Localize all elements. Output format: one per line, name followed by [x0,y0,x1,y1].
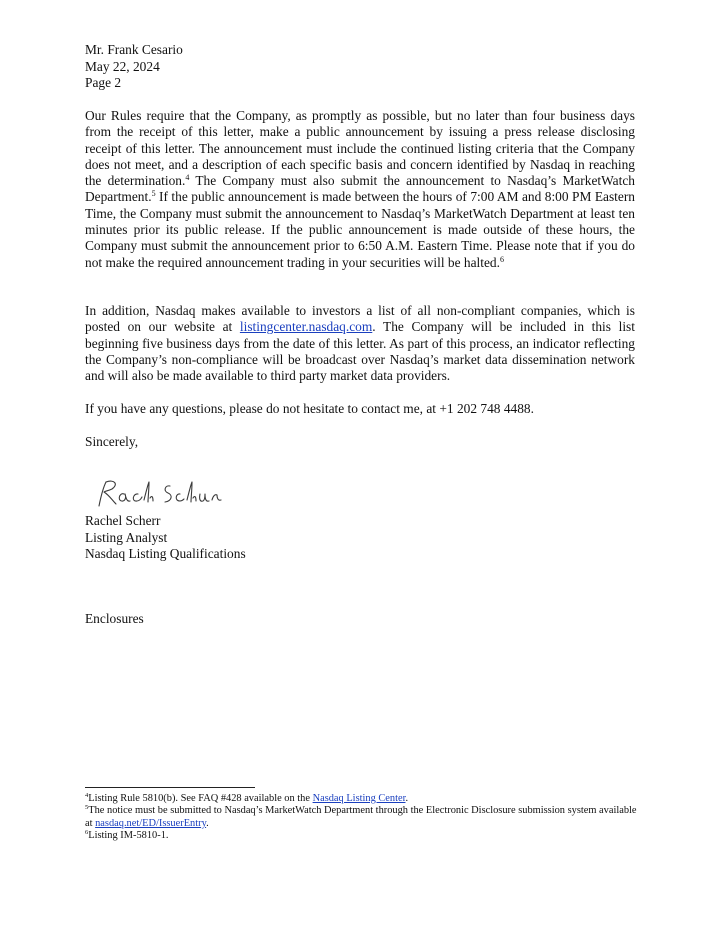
footnote-ref-5[interactable]: 5 [151,189,156,199]
signatory-title: Listing Analyst [85,529,168,545]
footnote-ref-6[interactable]: 6 [499,254,504,264]
signatory-department: Nasdaq Listing Qualifications [85,546,246,561]
footnote-4-end: . [405,793,409,804]
footnote-6 [85,830,645,842]
footnote-6-text: Listing IM-5810-1. [88,830,169,842]
handwritten-signature [92,476,232,512]
footnote-4-number: 4 [85,792,89,799]
footnotes [85,793,645,843]
footnote-5-number: 5 [85,804,89,812]
issuer-entry-link[interactable]: nasdaq.net/ED/IssuerEntry [95,817,207,829]
paragraph-1-text-a: Our Rules require that the Company, as promptly as possible, but no later than four business days from the receipt of this letter, make a public announcement by issuing a press release disclosing receipt of this letter. The announcement must include the continued listing criteria that the Company does not meet, and a description of each specific basis and concern identified by Nasdaq in reaching the determination. [85,108,635,189]
paragraph-announcement [85,108,635,271]
letter-header [85,42,183,92]
enclosures-label: Enclosures [85,611,144,626]
signatory-name: Rachel Scherr [85,513,161,528]
letter-date: May 22, 2024 [85,58,160,74]
footnote-5-text: The notice must be submitted to Nasdaq’s MarketWatch Department through the Electronic Disclosure submission system available at [85,805,637,829]
paragraph-2-text-a: In addition, Nasdaq makes available to investors a list of all non-compliant companies, which is posted on our website at [85,303,635,335]
footnote-6-number: 6 [85,829,89,837]
closing-salutation: Sincerely, [85,434,139,449]
footnote-4-text: Listing Rule 5810(b). See FAQ #428 available on the [88,793,313,804]
nasdaq-listing-center-link[interactable]: Nasdaq Listing Center [312,793,406,804]
contact-sentence: If you have any questions, please do not hesitate to contact me, at +1 202 748 4488. [85,401,534,416]
paragraph-1-text-b: The Company must also submit the announcement to Nasdaq’s MarketWatch Department. [85,173,635,205]
paragraph-2-text-b: . The Company will be included in this list beginning five business days from the date of this letter. As part of this process, an indicator reflecting the Company’s non-compliance will be broadcast over Nasdaq’s market data dissemination network and will also be made available to third party market data providers. [85,319,635,384]
paragraph-1-text-c: If the public announcement is made between the hours of 7:00 AM and 8:00 PM Eastern Time, the Company must submit the announcement to Nasdaq’s MarketWatch Department at least ten minutes prior its public release. If the public announcement is made outside of these hours, the Company must submit the announcement prior to 6:50 A.M. Eastern Time. Please note that if you do not make the required announcement trading in your securities will be halted. [85,189,635,270]
page-number: Page 2 [85,75,122,90]
footnote-divider [85,787,255,788]
recipient-name: Mr. Frank Cesario [85,42,183,57]
paragraph-non-compliance-list [85,303,635,384]
footnote-4 [85,793,645,805]
listing-center-link[interactable]: listingcenter.nasdaq.com [239,319,373,335]
signature-block [85,513,246,563]
footnote-5-end: . [206,817,209,829]
footnote-ref-4[interactable]: 4 [185,173,190,183]
footnote-5 [85,805,645,830]
